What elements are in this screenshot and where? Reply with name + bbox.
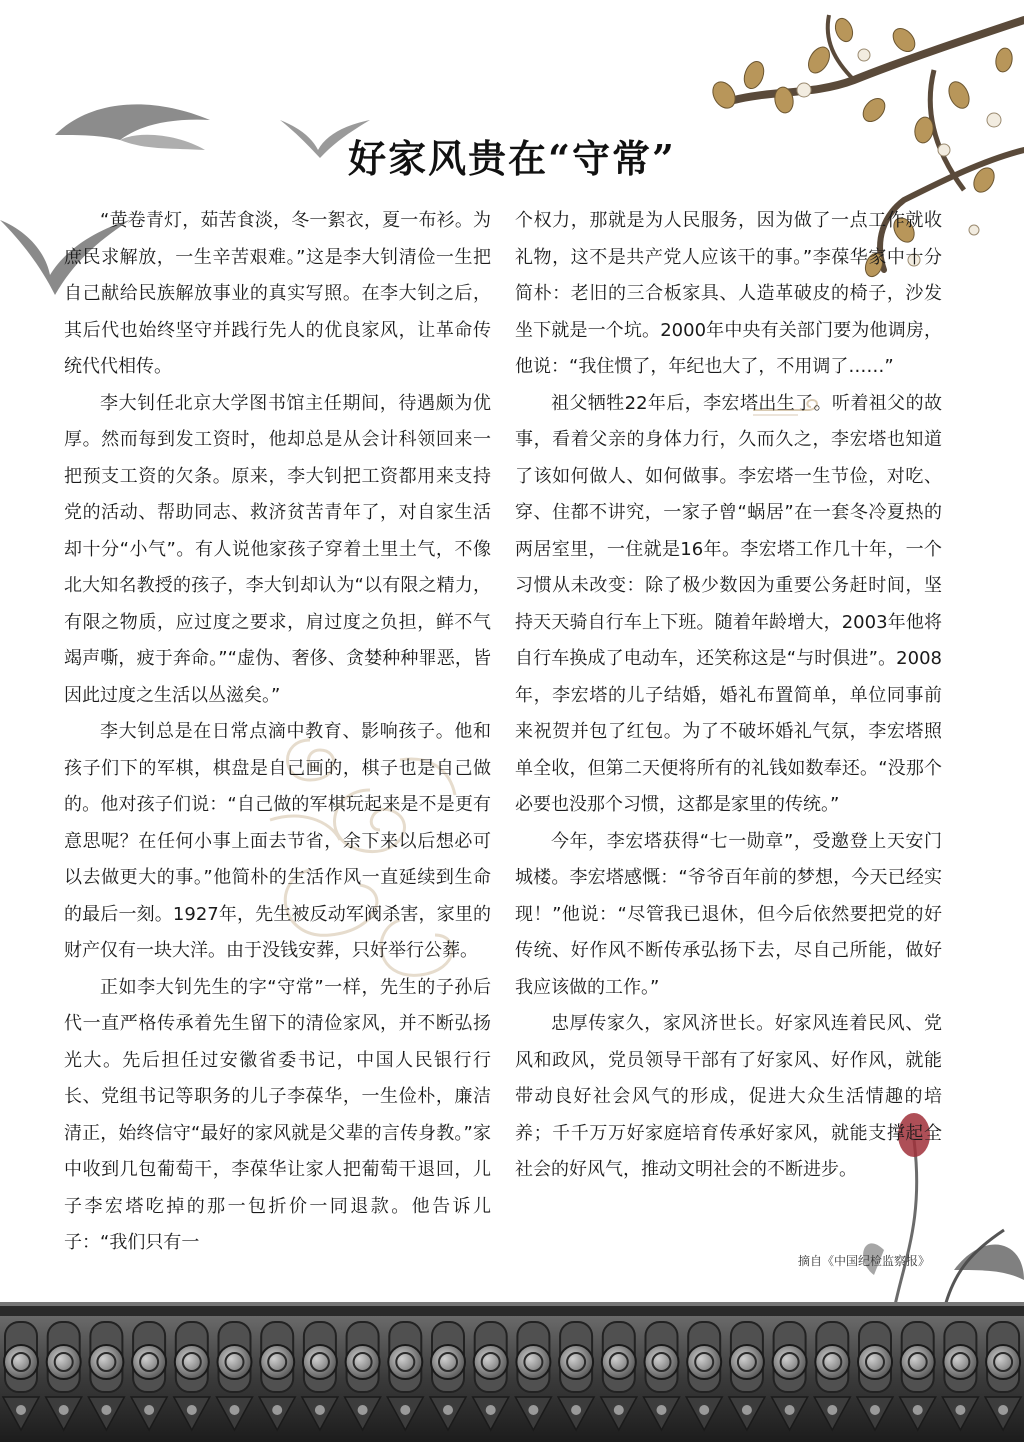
roof-tile-border <box>0 1302 1024 1442</box>
paragraph: 今年，李宏塔获得“七一勋章”，受邀登上天安门城楼。李宏塔感慨：“爷爷百年前的梦想，今天已经实现！”他说：“尽管我已退休，但今后依然要把党的好传统、好作风不断传承弘扬下去，尽自己所能，做好我应该做的工作。” <box>515 830 942 998</box>
left-column <box>64 203 491 1262</box>
paragraph: 李大钊总是在日常点滴中教育、影响孩子。他和孩子们下的军棋，棋盘是自己画的，棋子也是自己做的。他对孩子们说：“自己做的军棋玩起来是不是更有意思呢？在任何小事上面去节省，余下来以后想必可以去做更大的事。”他简朴的生活作风一直延续到生命的最后一刻。1927年，先生被反动军阀杀害，家里的财产仅有一块大洋。由于没钱安葬，只好举行公葬。 <box>64 721 491 961</box>
paragraph: “黄卷青灯，茹苦食淡，冬一絮衣，夏一布衫。为庶民求解放，一生辛苦艰难。”这是李大钊清俭一生把自己献给民族解放事业的真实写照。在李大钊之后，其后代也始终坚守并践行先人的优良家风，让革命传统代代相传。 <box>64 210 491 377</box>
paragraph: 李大钊任北京大学图书馆主任期间，待遇颇为优厚。然而每到发工资时，他却总是从会计科领回来一把预支工资的欠条。原来，李大钊把工资都用来支持党的活动、帮助同志、救济贫苦青年了，对自家生活却十分“小气”。有人说他家孩子穿着土里土气，不像北大知名教授的孩子，李大钊却认为“以有限之精力，有限之物质，应过度之要求，肩过度之负担，鲜不气竭声嘶，疲于奔命。”“虚伪、奢侈、贪婪种种罪恶，皆因此过度之生活以丛滋矣。” <box>64 392 491 706</box>
paragraph: 忠厚传家久，家风济世长。好家风连着民风、党风和政风，党员领导干部有了好家风、好作风，就能带动良好社会风气的形成，促进大众生活情趣的培养；千千万万好家庭培育传承好家风，就能支撑起全社会的好风气，推动文明社会的不断进步。 <box>515 1013 942 1180</box>
page-title: 好家风贵在“守常” <box>348 136 676 181</box>
paragraph: 祖父牺牲22年后，李宏塔出生了。听着祖父的故事，看着父亲的身体力行，久而久之，李宏塔也知道了该如何做人、如何做事。李宏塔一生节俭，对吃、穿、住都不讲究，一家子曾“蜗居”在一套冬冷夏热的两居室里，一住就是16年。李宏塔工作几十年，一个习惯从未改变：除了极少数因为重要公务赶时间，坚持天天骑自行车上下班。随着年龄增大，2003年他将自行车换成了电动车，还笑称这是“与时俱进”。2008年，李宏塔的儿子结婚，婚礼布置简单，单位同事前来祝贺并包了红包。为了不破坏婚礼气氛，李宏塔照单全收，但第二天便将所有的礼钱如数奉还。“没那个必要也没那个习惯，这都是家里的传统。” <box>515 392 942 815</box>
source-attribution: 摘自《中国纪检监察报》 <box>797 1254 930 1268</box>
paragraph-continuation: 个权力，那就是为人民服务，因为做了一点工作就收礼物，这不是共产党人应该干的事。”李葆华家中十分简朴：老旧的三合板家具、人造革破皮的椅子，沙发坐下就是一个坑。2000年中央有关部门要为他调房，他说：“我住惯了，年纪也大了，不用调了……” <box>515 210 942 377</box>
paragraph: 正如李大钊先生的字“守常”一样，先生的子孙后代一直严格传承着先生留下的清俭家风，并不断弘扬光大。先后担任过安徽省委书记，中国人民银行行长、党组书记等职务的儿子李葆华，一生俭朴，廉洁清正，始终信守“最好的家风就是父辈的言传身教。”家中收到几包葡萄干，李葆华让家人把葡萄干退回，儿子李宏塔吃掉的那一包折价一同退款。他告诉儿子：“我们只有一 <box>64 976 491 1253</box>
right-column <box>515 203 942 1189</box>
